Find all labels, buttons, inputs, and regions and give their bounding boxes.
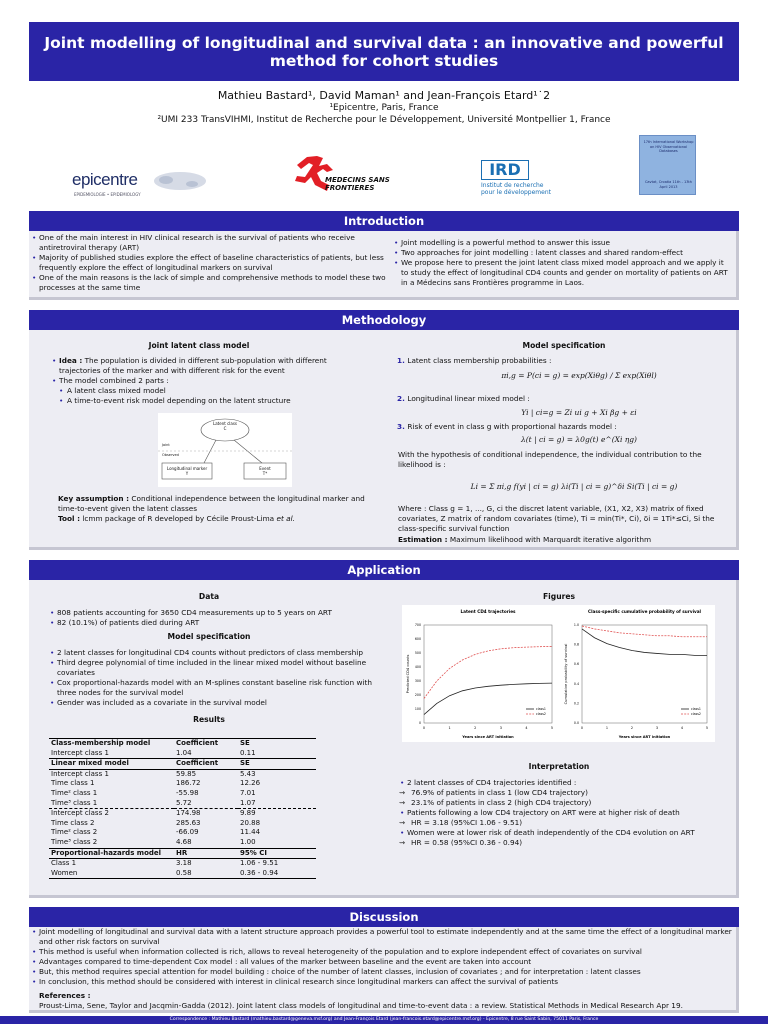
- y-axis-label: Predicted CD4 counts: [406, 654, 410, 694]
- y-tick-label: 0.6: [573, 662, 579, 667]
- table-row: [49, 819, 316, 829]
- y-tick-label: 0.8: [573, 642, 579, 647]
- table-cell: Time² class 2: [51, 828, 98, 837]
- affiliation-1: ¹Epicentre, Paris, France: [329, 103, 439, 113]
- list-item: • This method is useful when information collected is rich, allows to reveal heterogeneity of the population and to explore independent effect of covariates on survival: [31, 947, 733, 957]
- plot-frame: [424, 625, 552, 723]
- table-cell: Class-membership model: [49, 739, 174, 749]
- table-cell: 1.07: [240, 798, 256, 807]
- ird-logo: [481, 160, 571, 198]
- table-row: [49, 779, 316, 789]
- results-title: Results: [193, 715, 225, 724]
- table-row: [49, 749, 316, 759]
- diagram-latent-label: Latent class C: [212, 421, 237, 431]
- x-tick-label: 5: [550, 726, 554, 730]
- table-cell: Class 1: [51, 859, 77, 868]
- x-tick-label: 4: [680, 726, 684, 730]
- table-row: [49, 838, 316, 848]
- x-tick-label: 3: [499, 726, 502, 730]
- figures-chart: [402, 605, 715, 742]
- y-tick-label: 0.2: [573, 701, 579, 706]
- table-cell: 95% CI: [238, 848, 316, 859]
- table-cell: 1.00: [238, 838, 316, 848]
- methodology-body: [29, 330, 739, 550]
- table-row: [49, 859, 316, 869]
- list-item: • In conclusion, this method should be considered with interest in clinical research since longitudinal markers can affect the survival of patients: [31, 977, 733, 987]
- authors: Mathieu Bastard¹, David Maman¹ and Jean-François Etard¹˙2: [217, 89, 551, 102]
- list-item: ⇝ 76.9% of patients in class 1 (low CD4 trajectory): [399, 788, 734, 798]
- msf-wordmark: MEDECINS SANS FRONTIERES: [325, 176, 390, 192]
- joint-latent-class-title: Joint latent class model: [148, 341, 250, 350]
- epicentre-logo: [70, 166, 210, 202]
- table-cell: 59.85: [176, 769, 197, 778]
- table-cell: 5.72: [176, 798, 192, 807]
- table-cell: 5.43: [240, 769, 256, 778]
- model-diagram: [158, 413, 292, 487]
- diagram-joint-label: Joint: [162, 443, 170, 447]
- data-title: Data: [198, 592, 220, 601]
- spec-step-3: 3. Risk of event in class g with proportional hazards model :: [397, 422, 617, 431]
- list-item: • Gender was included as a covariate in the survival model: [49, 698, 381, 708]
- table-cell: 7.01: [240, 788, 256, 797]
- conference-title: 17th International Workshop on HIV Observational Databases: [643, 140, 694, 153]
- list-item: • One of the main interest in HIV clinical research is the survival of patients who receive antiretroviral therapy (ART): [31, 233, 386, 253]
- table-cell: Intercept class 1: [49, 749, 174, 759]
- title-line-2: method for cohort studies: [269, 52, 499, 70]
- legend-label: class1: [691, 707, 701, 712]
- ird-mark: IRD: [481, 160, 529, 180]
- table-row: [49, 759, 316, 770]
- table-cell: Time class 1: [51, 779, 95, 788]
- diagram-marker-label: Longitudinal marker Y: [166, 466, 208, 476]
- table-cell: Time³ class 2: [49, 838, 174, 848]
- spec-step-2: 2. Longitudinal linear mixed model :: [397, 394, 530, 403]
- introduction-right-list: [393, 238, 733, 288]
- table-cell: 174.98: [174, 809, 238, 819]
- chart-title: Latent CD4 trajectories: [460, 609, 516, 614]
- y-tick-label: 0.0: [573, 721, 579, 725]
- table-row: [49, 869, 316, 879]
- list-item: • 808 patients accounting for 3650 CD4 measurements up to 5 years on ART: [49, 608, 379, 618]
- table-row: [49, 799, 316, 809]
- table-cell: 0.11: [238, 749, 316, 759]
- discussion-list: [31, 927, 733, 987]
- epicentre-tagline: EPIDEMIOLOGIE • EPIDEMIOLOGY: [74, 192, 141, 197]
- table-cell: 11.44: [240, 828, 261, 837]
- chart-title: Class-specific cumulative probability of survival: [588, 609, 701, 614]
- series-line-class1: [582, 629, 707, 655]
- part-item: • A time-to-event risk model depending on the latent structure: [51, 396, 351, 406]
- table-cell: 1.06 - 9.51: [240, 859, 279, 868]
- x-tick-label: 5: [705, 726, 709, 730]
- table-cell: 186.72: [176, 779, 201, 788]
- list-item: • Joint modelling is a powerful method to answer this issue: [393, 238, 733, 248]
- data-list: [49, 608, 379, 628]
- table-cell: Proportional-hazards model: [49, 848, 174, 859]
- list-item: • Cox proportional-hazards model with an M-splines constant baseline risk function with three nodes for the survival model: [49, 678, 381, 698]
- legend-label: class2: [691, 712, 701, 717]
- table-cell: SE: [238, 739, 316, 749]
- y-tick-label: 600: [414, 637, 421, 641]
- list-item: ⇝ 23.1% of patients in class 2 (high CD4 trajectory): [399, 798, 734, 808]
- epicentre-wordmark: epicentre: [72, 170, 138, 189]
- x-tick-label: 2: [474, 726, 477, 730]
- model-spec-title: Model specification: [522, 341, 606, 350]
- table-row: [49, 739, 316, 749]
- conference-logo: [639, 135, 696, 195]
- list-item: • Majority of published studies explore the effect of baseline characteristics of patients, but less frequently explore the effect of longitudinal markers on survival: [31, 253, 386, 273]
- list-item: • Patients following a low CD4 trajectory on ART were at higher risk of death: [399, 808, 734, 818]
- tool-note: Tool : lcmm package of R developed by Cécile Proust-Lima et al.: [58, 514, 295, 523]
- table-cell: Women: [49, 869, 174, 879]
- list-item: • One of the main reasons is the lack of simple and comprehensive methods to model these two processes at the same time: [31, 273, 386, 293]
- x-tick-label: 3: [655, 726, 659, 730]
- references-label: References :: [39, 991, 91, 1000]
- table-cell: 12.26: [240, 779, 261, 788]
- table-row: [49, 809, 316, 819]
- table-cell: 0.58: [174, 869, 238, 879]
- introduction-left-list: [31, 233, 386, 293]
- reference-text: Proust-Lima, Sene, Taylor and Jacqmin-Gadda (2012). Joint latent class models of longitudinal and time-to-event data : a review. Statistical Methods in Medical Research Apr 19.: [39, 1001, 683, 1010]
- table-cell: 285.63: [176, 818, 201, 827]
- list-item: • We propose here to present the joint latent class mixed model approach and we apply it to study the effect of longitudinal CD4 counts and gender on mortality of patients on ART in a Médecins sans Frontières programme in Laos.: [393, 258, 733, 288]
- y-tick-label: 400: [414, 665, 421, 669]
- figures-panel: [402, 605, 715, 742]
- x-tick-label: 1: [448, 726, 451, 730]
- table-cell: Coefficient: [174, 759, 238, 770]
- list-item: • 2 latent classes of CD4 trajectories identified :: [399, 778, 734, 788]
- y-tick-label: 0: [418, 721, 421, 725]
- table-cell: -66.09: [176, 828, 199, 837]
- y-tick-label: 0.4: [573, 681, 579, 686]
- x-tick-label: 1: [605, 726, 609, 730]
- list-item: • Two approaches for joint modelling : latent classes and shared random-effect: [393, 248, 733, 258]
- idea-item: • Idea : The population is divided in different sub-population with different trajectories of the marker and with different risk for the event: [51, 356, 351, 376]
- poster-title: [29, 22, 739, 81]
- list-item: • Third degree polynomial of time included in the linear mixed model without baseline covariates: [49, 658, 381, 678]
- x-tick-label: 2: [630, 726, 634, 730]
- y-tick-label: 700: [414, 623, 421, 627]
- key-assumption: Key assumption : Conditional independence between the longitudinal marker and time-to-event given the latent classes: [58, 494, 365, 513]
- table-cell: 0.36 - 0.94: [238, 869, 316, 879]
- table-cell: Intercept class 2: [49, 809, 174, 819]
- table-row: [49, 769, 316, 779]
- likelihood-hypothesis: With the hypothesis of conditional independence, the individual contribution to the likelihood is :: [398, 450, 702, 469]
- y-tick-label: 300: [414, 679, 421, 683]
- combined-item: • The model combined 2 parts :: [51, 376, 351, 386]
- application-body: [29, 580, 739, 898]
- application-heading: Application: [29, 560, 739, 580]
- series-line-class1: [424, 683, 552, 715]
- estimation-text: Estimation : Maximum likelihood with Marquardt iterative algorithm: [398, 535, 652, 544]
- formula-3: λ(t | ci = g) = λ0g(t) e^(Xi ηg): [521, 435, 637, 444]
- y-axis-label: Cumulative probability of survival: [564, 643, 568, 705]
- part-item: • A latent class mixed model: [51, 386, 351, 396]
- table-cell: 20.88: [240, 818, 261, 827]
- table-cell: HR: [174, 848, 238, 859]
- spec-list: [49, 648, 381, 708]
- table-cell: Intercept class 1: [51, 769, 109, 778]
- list-item: ⇝ HR = 3.18 (95%CI 1.06 - 9.51): [399, 818, 734, 828]
- where-text: Where : Class g = 1, ..., G, ci the discret latent variable, (X1, X2, X3) matrix of fixed covariates, Z matrix of random covariates (time), Ti = min(Ti*, Ci), δi = 1Ti*≤Ci, Si the class-specific survival function: [398, 504, 715, 533]
- spec-step-1: 1. Latent class membership probabilities :: [397, 356, 552, 365]
- results-table: [49, 738, 316, 879]
- table-cell: 1.04: [174, 749, 238, 759]
- table-cell: Time class 2: [51, 818, 95, 827]
- interpretation-title: Interpretation: [528, 762, 590, 771]
- ird-sub-1: Institut de recherche: [481, 182, 544, 189]
- discussion-body: [29, 927, 739, 1013]
- list-item: • 82 (10.1%) of patients died during ART: [49, 618, 379, 628]
- series-line-class2: [582, 626, 707, 637]
- list-item: • Advantages compared to time-dependent Cox model : all values of the marker between baseline and the event are taken into account: [31, 957, 733, 967]
- series-line-class2: [424, 646, 552, 698]
- x-axis-label: Years since ART initiation: [618, 735, 671, 739]
- table-cell: 3.18: [176, 859, 192, 868]
- x-axis-label: Years since ART initiation: [462, 735, 514, 739]
- legend-label: class1: [536, 707, 546, 712]
- application-spec-title: Model specification: [167, 632, 251, 641]
- x-tick-label: 4: [525, 726, 528, 730]
- introduction-heading: Introduction: [29, 211, 739, 231]
- y-tick-label: 1.0: [573, 623, 579, 627]
- diagram-event-label: Event T*: [259, 466, 271, 476]
- table-cell: Time² class 1: [51, 788, 98, 797]
- formula-1: πi,g = P(ci = g) = exp(Xiθg) / Σ exp(Xiθl): [501, 371, 657, 380]
- list-item: ⇝ HR = 0.58 (95%CI 0.36 - 0.94): [399, 838, 734, 848]
- list-item: • But, this method requires special attention for model building : choice of the number of latent classes, inclusion of covariates ; and for interpretation : latent classes: [31, 967, 733, 977]
- y-tick-label: 500: [414, 651, 421, 655]
- diagram-observed-label: Observed: [162, 453, 179, 457]
- list-item: • Women were at lower risk of death independently of the CD4 evolution on ART: [399, 828, 734, 838]
- interpretation-list: [399, 778, 734, 848]
- conference-date: Cavtat, Croatia 11th - 13th April 2013: [644, 180, 693, 189]
- ird-sub-2: pour le développement: [481, 189, 552, 196]
- legend-label: class2: [536, 712, 546, 717]
- discussion-heading: Discussion: [29, 907, 739, 927]
- table-cell: 4.68: [174, 838, 238, 848]
- table-cell: 9.89: [238, 809, 316, 819]
- x-tick-label: 0: [580, 726, 584, 730]
- table-cell: Time³ class 1: [51, 798, 98, 807]
- figures-title: Figures: [542, 592, 576, 601]
- table-cell: Linear mixed model: [49, 759, 174, 770]
- formula-4: Li = Σ πi,g f(yi | ci = g) λi(Ti | ci = g)^δi Si(Ti | ci = g): [470, 482, 678, 491]
- table-cell: Coefficient: [174, 739, 238, 749]
- table-row: [49, 789, 316, 799]
- msf-logo: [289, 154, 399, 199]
- list-item: • Joint modelling of longitudinal and survival data with a latent structure approach provides a powerful tool to estimate independently and at the same time the effect of a longitudinal marker and other risk factors on survival: [31, 927, 733, 947]
- methodology-heading: Methodology: [29, 310, 739, 330]
- formula-2: Yi | ci=g = Zi ui g + Xi βg + εi: [521, 408, 637, 417]
- methodology-idea-list: [51, 356, 351, 406]
- y-tick-label: 200: [414, 693, 421, 697]
- x-tick-label: 0: [422, 726, 426, 730]
- table-cell: -55.98: [176, 788, 199, 797]
- title-line-1: Joint modelling of longitudinal and survival data : an innovative and powerful: [44, 34, 724, 52]
- introduction-body: [29, 231, 739, 300]
- plot-frame: [582, 625, 707, 723]
- list-item: • 2 latent classes for longitudinal CD4 counts without predictors of class membership: [49, 648, 381, 658]
- footer-correspondence: Correspondence : Mathieu Bastard (mathieu.bastard@geneva.msf.org) and Jean-François Etard (jean-francois.etard@epicentre.msf.org) - Epicentre, 8 rue Saint Sabin, 75011 Paris, France: [0, 1016, 768, 1024]
- y-tick-label: 100: [414, 707, 421, 711]
- affiliation-2: ²UMI 233 TransVIHMI, Institut de Recherche pour le Développement, Université Montpellier 1, France: [157, 115, 611, 125]
- table-row: [49, 848, 316, 859]
- table-row: [49, 828, 316, 838]
- table-cell: SE: [238, 759, 316, 770]
